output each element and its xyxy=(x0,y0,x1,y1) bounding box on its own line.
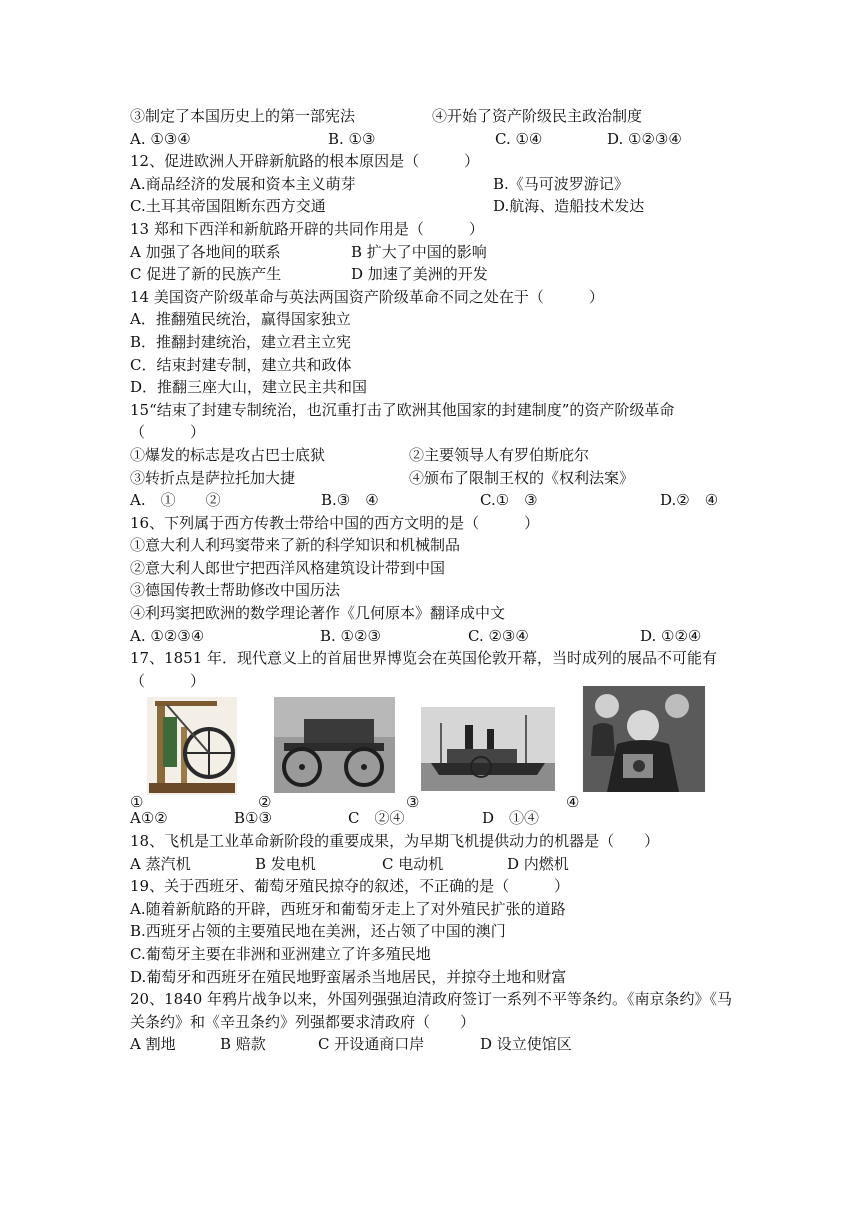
q17-images xyxy=(130,694,735,812)
option-d[interactable]: D. ①②④ xyxy=(640,626,702,645)
option-d[interactable]: D 设立使馆区 xyxy=(480,1035,572,1054)
q16-stem: 16、下列属于西方传教士带给中国的西方文明的是（ ） xyxy=(130,513,540,532)
steam-engine-image xyxy=(147,697,237,795)
option-d[interactable]: D ①④ xyxy=(482,809,540,828)
q15-statements-row2 xyxy=(130,467,735,490)
q19-option-a[interactable]: A.随着新航路的开辟，西班牙和葡萄牙走上了对外殖民扩张的道路 xyxy=(130,899,566,918)
steamship-image xyxy=(421,707,555,791)
q14-row2 xyxy=(130,354,735,377)
option-a[interactable]: A 割地 xyxy=(130,1035,176,1054)
image-label-4: ④ xyxy=(566,793,580,812)
q19-option-c[interactable]: C.葡萄牙主要在非洲和亚洲建立了许多殖民地 xyxy=(130,945,431,963)
q16-statement-4: ④利玛窦把欧洲的数学理论著作《几何原本》翻译成中文 xyxy=(130,604,506,623)
q16-options xyxy=(130,625,735,648)
option-c[interactable]: C 电动机 xyxy=(382,854,444,873)
q19-option-b[interactable]: B.西班牙占领的主要殖民地在美洲，还占领了中国的澳门 xyxy=(130,922,506,941)
image-label-2: ② xyxy=(258,793,272,812)
option-b[interactable]: B 发电机 xyxy=(255,854,316,873)
image-label-3: ③ xyxy=(406,793,420,812)
option-a[interactable]: A①② xyxy=(130,809,168,828)
q16-statement-3: ③德国传教士帮助修改中国历法 xyxy=(130,581,341,600)
option-b[interactable]: B. ①②③ xyxy=(320,626,381,645)
option-d[interactable]: D．推翻三座大山，建立民主共和国 xyxy=(130,378,368,397)
q19-option-d[interactable]: D.葡萄牙和西班牙在殖民地野蛮屠杀当地居民，并掠夺土地和财富 xyxy=(130,967,567,986)
option-b[interactable]: B．推翻封建统治，建立君主立宪 xyxy=(130,332,352,351)
option-a[interactable]: A. ①③④ xyxy=(130,129,191,148)
option-c[interactable]: C．结束封建专制，建立共和政体 xyxy=(130,355,352,374)
q17-options xyxy=(130,807,735,830)
option-a[interactable]: A．推翻殖民统治，赢得国家独立 xyxy=(130,310,351,329)
q19-stem: 19、关于西班牙、葡萄牙殖民掠夺的叙述，不正确的是（ ） xyxy=(130,877,570,896)
option-c[interactable]: C. ②③④ xyxy=(468,626,529,645)
image-label-1: ① xyxy=(130,793,144,812)
q20-stem: 20、1840 年鸦片战争以来，外国列强强迫清政府签订一系列不平等条约。《南京条约》《马关条约》和《辛丑条约》列强都要求清政府（ ） xyxy=(130,990,733,1031)
statement-3: ③转折点是萨拉托加大捷 xyxy=(130,468,296,487)
option-c[interactable]: C 开设通商口岸 xyxy=(318,1035,425,1054)
option-c[interactable]: C.土耳其帝国阻断东西方交通 xyxy=(130,197,326,216)
exam-page xyxy=(130,105,735,1056)
q14-row1 xyxy=(130,308,735,331)
q14-stem: 14 美国资产阶级革命与英法两国资产阶级革命不同之处在于（ ） xyxy=(130,287,604,306)
option-b[interactable]: B①③ xyxy=(234,809,272,828)
q15-options xyxy=(130,489,735,512)
option-a[interactable]: A 加强了各地间的联系 xyxy=(130,242,281,261)
option-c[interactable]: C. ①④ xyxy=(495,129,543,148)
option-b[interactable]: B 扩大了中国的影响 xyxy=(351,242,487,261)
statement-3: ③制定了本国历史上的第一部宪法 xyxy=(130,107,356,125)
option-a[interactable]: A.商品经济的发展和资本主义萌芽 xyxy=(130,174,356,193)
q20-options xyxy=(130,1033,735,1056)
option-a[interactable]: A. ① ② xyxy=(130,491,221,510)
option-c[interactable]: C ②④ xyxy=(348,809,405,828)
early-automobile-image xyxy=(274,697,395,793)
q14-row2-wrap xyxy=(130,376,735,399)
q13-stem: 13 郑和下西洋和新航路开辟的共同作用是（ ） xyxy=(130,219,484,238)
option-b[interactable]: B.③ ④ xyxy=(321,491,379,510)
q18-options xyxy=(130,853,735,876)
q14-row1-wrap xyxy=(130,331,735,354)
q17-stem: 17、1851 年．现代意义上的首届世界博览会在英国伦敦开幕，当时成列的展品不可能有（ ） xyxy=(130,649,718,690)
q12-options-row2 xyxy=(130,195,735,218)
option-b[interactable]: B. ①③ xyxy=(328,129,376,148)
q11-options xyxy=(130,128,735,151)
q13-options-row1 xyxy=(130,241,735,264)
option-d[interactable]: D. ①②③④ xyxy=(607,129,682,148)
option-d[interactable]: D 内燃机 xyxy=(507,854,569,873)
q13-options-row2 xyxy=(130,263,735,286)
q12-options-row1 xyxy=(130,173,735,196)
option-b[interactable]: B.《马可波罗游记》 xyxy=(493,174,629,193)
option-c[interactable]: C.① ③ xyxy=(480,491,538,510)
option-c[interactable]: C 促进了新的民族产生 xyxy=(130,265,282,284)
statement-1: ①爆发的标志是攻占巴士底狱 xyxy=(130,445,326,464)
q15-stem: 15“结束了封建专制统治，也沉重打击了欧洲其他国家的封建制度”的资产阶级革命（ ） xyxy=(130,400,675,442)
option-d[interactable]: D.航海、造船技术发达 xyxy=(493,197,645,216)
q16-statement-2: ②意大利人郎世宁把西洋风格建筑设计带到中国 xyxy=(130,558,446,577)
q15-statements-row1 xyxy=(130,444,735,467)
q16-statement-1: ①意大利人利玛窦带来了新的科学知识和机械制品 xyxy=(130,536,461,555)
q11-statements xyxy=(130,105,735,128)
statement-4: ④开始了资产阶级民主政治制度 xyxy=(432,107,643,125)
option-a[interactable]: A. ①②③④ xyxy=(130,626,205,645)
option-a[interactable]: A 蒸汽机 xyxy=(130,854,191,873)
q12-stem: 12、促进欧洲人开辟新航路的根本原因是（ ） xyxy=(130,152,480,171)
telephone-demonstration-image xyxy=(583,686,705,792)
q18-stem: 18、飞机是工业革命新阶段的重要成果，为早期飞机提供动力的机器是（ ） xyxy=(130,832,660,851)
option-b[interactable]: B 赔款 xyxy=(220,1035,266,1054)
statement-4: ④颁布了限制王权的《权利法案》 xyxy=(409,468,635,487)
option-d[interactable]: D.② ④ xyxy=(660,491,719,510)
option-d[interactable]: D 加速了美洲的开发 xyxy=(351,265,488,284)
statement-2: ②主要领导人有罗伯斯庇尔 xyxy=(409,445,590,464)
